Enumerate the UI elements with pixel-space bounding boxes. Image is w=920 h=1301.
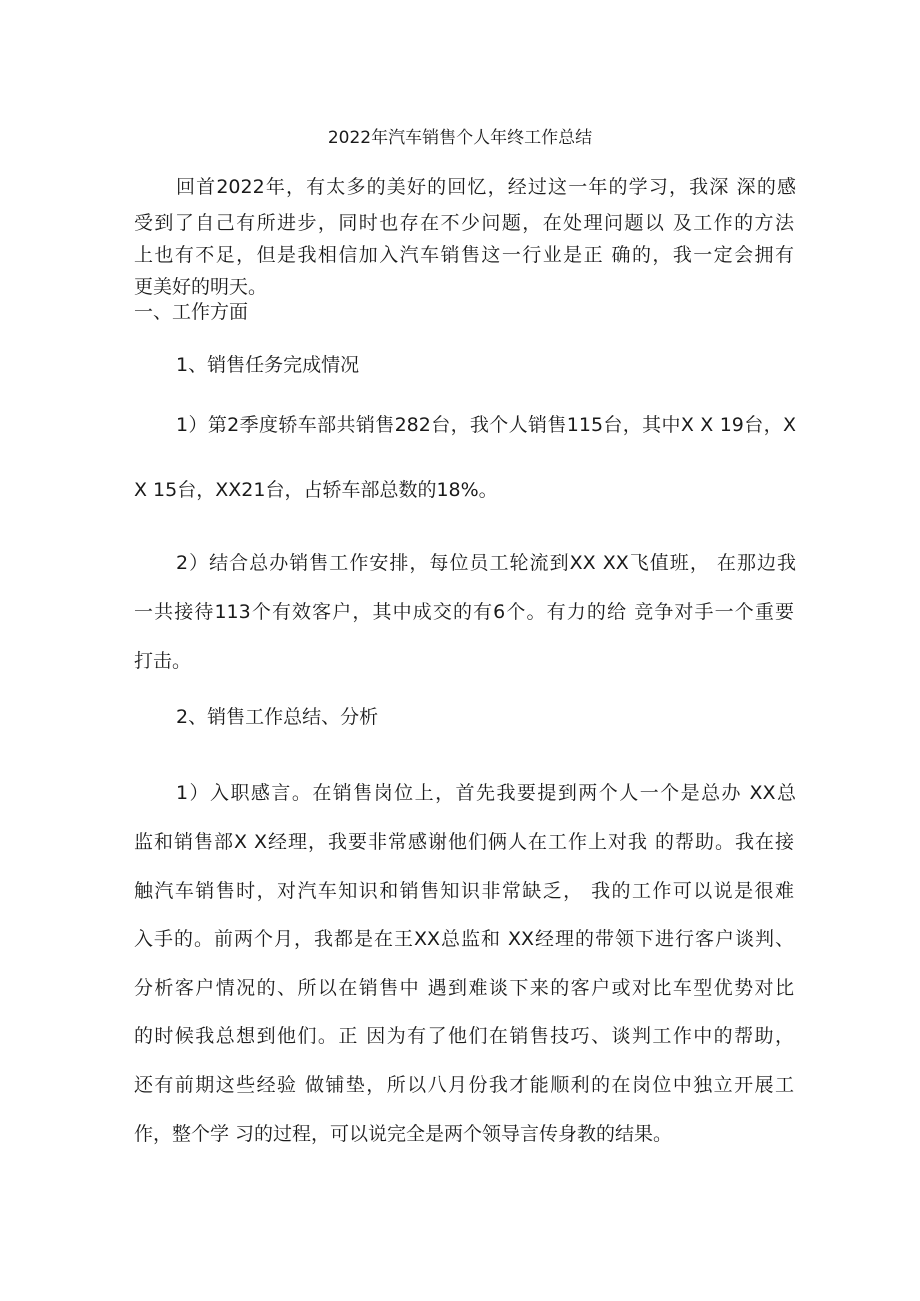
subheading-sales-task: 1、销售任务完成情况 xyxy=(176,354,360,376)
item-3-line-7: 还有前期这些经验 做铺垫，所以八月份我才能顺利的在岗位中独立开展工 xyxy=(134,1074,794,1096)
item-3-line-4: 入手的。前两个月，我都是在王XX总监和 XX经理的带领下进行客户谈判、 xyxy=(134,928,794,950)
intro-line-1: 回首2022年，有太多的美好的回忆，经过这一年的学习，我深 深的感 xyxy=(176,176,796,198)
item-1-line-1: 1）第2季度轿车部共销售282台，我个人销售115台，其中X X 19台，X xyxy=(176,414,796,436)
item-3-line-6: 的时候我总想到他们。正 因为有了他们在销售技巧、谈判工作中的帮助， xyxy=(134,1025,794,1047)
item-3-line-1: 1）入职感言。在销售岗位上，首先我要提到两个人一个是总办 XX总 xyxy=(176,782,796,804)
intro-line-4: 更美好的明天。 xyxy=(134,276,268,298)
item-3-line-3: 触汽车销售时，对汽车知识和销售知识非常缺乏， 我的工作可以说是很难 xyxy=(134,880,794,902)
item-2-line-3: 打击。 xyxy=(134,650,192,672)
document-title: 2022年汽车销售个人年终工作总结 xyxy=(327,128,593,148)
item-1-line-2: X 15台，XX21台，占轿车部总数的18%。 xyxy=(134,479,498,501)
intro-line-2: 受到了自己有所进步，同时也存在不少问题，在处理问题以 及工作的方法 xyxy=(134,212,794,234)
subheading-sales-analysis: 2、销售工作总结、分析 xyxy=(176,706,379,728)
intro-line-3: 上也有不足，但是我相信加入汽车销售这一行业是正 确的，我一定会拥有 xyxy=(134,244,794,266)
item-3-line-2: 监和销售部X X经理，我要非常感谢他们俩人在工作上对我 的帮助。我在接 xyxy=(134,831,794,853)
item-3-line-5: 分析客户情况的、所以在销售中 遇到难谈下来的客户或对比车型优势对比 xyxy=(134,977,794,999)
item-3-line-8: 作，整个学 习的过程，可以说完全是两个领导言传身教的结果。 xyxy=(134,1123,673,1145)
section-heading-work: 一、工作方面 xyxy=(134,301,249,323)
item-2-line-1: 2）结合总办销售工作安排，每位员工轮流到XX XX飞值班， 在那边我 xyxy=(176,552,796,574)
item-2-line-2: 一共接待113个有效客户，其中成交的有6个。有力的给 竞争对手一个重要 xyxy=(134,601,794,623)
